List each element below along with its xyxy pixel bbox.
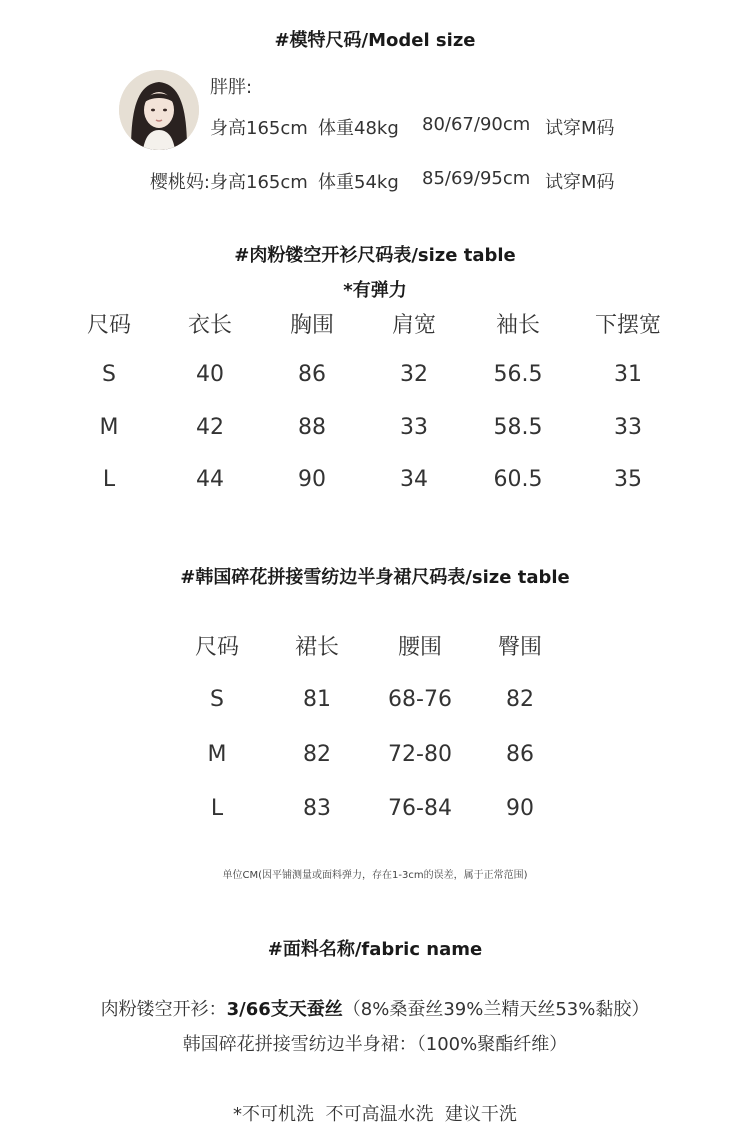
- table-cell: M: [99, 415, 119, 440]
- table-header-row: [0, 630, 750, 660]
- table-cell: 44: [196, 467, 224, 492]
- table-cell: 86: [506, 742, 534, 767]
- header-cell: 肩宽: [391, 313, 436, 338]
- table-cell: S: [102, 362, 116, 387]
- fabric-composition: （8%桑蚕丝39%兰精天丝53%黏胶）: [342, 999, 650, 1020]
- model-portrait-icon: [119, 70, 199, 150]
- table-cell: 32: [400, 362, 428, 387]
- header-cell: 下摆宽: [594, 313, 661, 338]
- header-cell: 裙长: [294, 635, 339, 660]
- table-cell: 60.5: [493, 467, 543, 492]
- table-cell: M: [207, 742, 227, 767]
- care-instructions: *不可机洗 不可高温水洗 建议干洗: [233, 1104, 517, 1125]
- table-row: [0, 687, 750, 717]
- table-cell: 90: [298, 467, 326, 492]
- table-cell: 31: [614, 362, 642, 387]
- table-cell: 72-80: [388, 742, 452, 767]
- table-cell: 76-84: [388, 796, 452, 821]
- table-cell: 90: [506, 796, 534, 821]
- table-row: [0, 415, 750, 445]
- table-cell: 58.5: [493, 415, 543, 440]
- table-cell: 40: [196, 362, 224, 387]
- table-header-row: [0, 308, 750, 360]
- table-cell: 34: [400, 467, 428, 492]
- table-cell: L: [102, 467, 116, 492]
- table-cell: 42: [196, 415, 224, 440]
- model-2-name: 樱桃妈:: [149, 172, 210, 193]
- fabric-name-bold: 3/66支天蚕丝: [226, 999, 343, 1020]
- fabric-label: 肉粉镂空开衫：: [100, 999, 227, 1020]
- table-cell: 33: [614, 415, 642, 440]
- table-cell: 68-76: [388, 687, 452, 712]
- cardigan-size-table: [0, 308, 750, 492]
- table-cell: 33: [400, 415, 428, 440]
- table-cell: S: [210, 687, 224, 712]
- model-1-weight: 体重48kg: [318, 118, 399, 139]
- table-row: [0, 796, 750, 826]
- model-1-measurements: 80/67/90cm: [422, 114, 531, 135]
- fabric-composition: （100%聚酯纤维）: [416, 1034, 568, 1055]
- model-1-height: 身高165cm: [210, 118, 308, 139]
- unit-note: 单位CM(因平铺测量或面料弹力，存在1-3cm的误差，属于正常范围): [222, 870, 528, 881]
- model-2-measurements: 85/69/95cm: [422, 168, 531, 189]
- header-cell: 尺码: [194, 635, 239, 660]
- skirt-table-title: #韩国碎花拼接雪纺边半身裙尺码表/size table: [180, 567, 570, 588]
- table-row: [0, 362, 750, 392]
- table-row: [0, 467, 750, 497]
- table-cell: 82: [506, 687, 534, 712]
- model-avatar: [119, 70, 199, 150]
- cardigan-elastic-note: *有弹力: [343, 280, 407, 301]
- table-cell: 56.5: [493, 362, 543, 387]
- table-cell: 81: [303, 687, 331, 712]
- header-cell: 臀围: [497, 635, 542, 660]
- header-cell: 腰围: [397, 635, 442, 660]
- fabric-title: #面料名称/fabric name: [267, 939, 483, 960]
- header-cell: 袖长: [495, 313, 540, 338]
- table-cell: L: [210, 796, 224, 821]
- header-cell: 胸围: [289, 313, 334, 338]
- model-2-tried-size: 试穿M码: [545, 172, 615, 193]
- table-cell: 83: [303, 796, 331, 821]
- model-1-name: 胖胖:: [210, 77, 253, 98]
- fabric-label: 韩国碎花拼接雪纺边半身裙：: [182, 1034, 417, 1055]
- cardigan-table-title: #肉粉镂空开衫尺码表/size table: [234, 245, 516, 266]
- fabric-line-cardigan: [0, 995, 750, 1021]
- header-cell: 尺码: [86, 313, 131, 338]
- fabric-line-skirt: [0, 1030, 750, 1056]
- table-cell: 86: [298, 362, 326, 387]
- model-size-title: #模特尺码/Model size: [274, 30, 476, 51]
- model-2-height: 身高165cm: [210, 172, 308, 193]
- model-2-weight: 体重54kg: [318, 172, 399, 193]
- table-cell: 82: [303, 742, 331, 767]
- table-cell: 35: [614, 467, 642, 492]
- table-row: [0, 742, 750, 772]
- table-cell: 88: [298, 415, 326, 440]
- model-1-tried-size: 试穿M码: [545, 118, 615, 139]
- header-cell: 衣长: [187, 313, 232, 338]
